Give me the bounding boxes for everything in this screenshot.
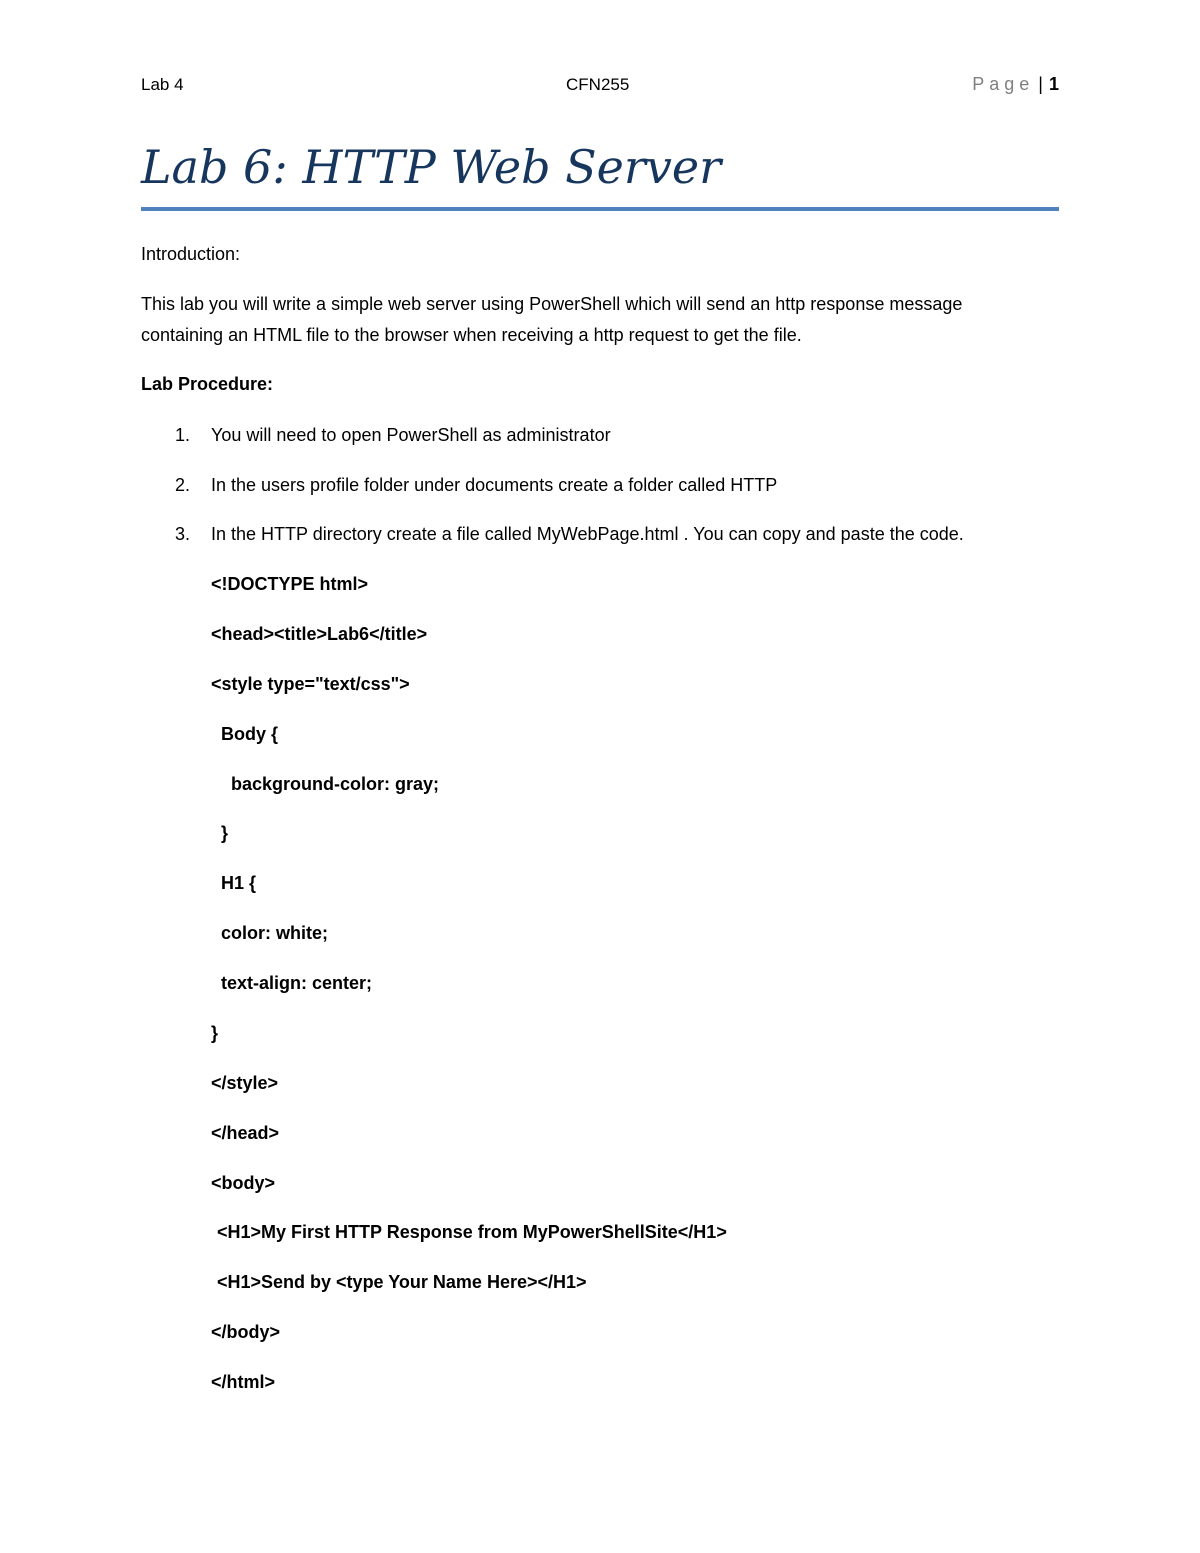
code-line: </head> [211, 1123, 280, 1143]
intro-paragraph-line-2: containing an HTML file to the browser when receiving a http request to get the file. [141, 325, 802, 345]
header-separator: | [1038, 74, 1043, 94]
code-line: <H1>Send by <type Your Name Here></H1> [212, 1272, 587, 1292]
header-page-word: Page [972, 74, 1035, 94]
procedure-step-1 [175, 425, 611, 446]
page-title: Lab 6: HTTP Web Server [141, 140, 722, 194]
procedure-step-3 [175, 524, 964, 545]
header-page-num: 1 [1048, 74, 1059, 94]
code-line: color: white; [216, 923, 328, 943]
code-line: </body> [211, 1322, 281, 1342]
code-line: } [216, 823, 229, 843]
step-number: 3. [175, 524, 191, 544]
procedure-heading: Lab Procedure: [141, 374, 274, 394]
code-line: </html> [211, 1372, 276, 1392]
code-line: text-align: center; [216, 973, 373, 993]
header-page-number [972, 74, 1059, 95]
step-text: You will need to open PowerShell as administrator [211, 425, 611, 445]
intro-paragraph-line-1: This lab you will write a simple web server using PowerShell which will send an http response message [141, 294, 963, 314]
code-line: <body> [211, 1173, 276, 1193]
code-line: <style type="text/css"> [211, 674, 410, 694]
code-line: <head><title>Lab6</title> [211, 624, 428, 644]
code-line: background-color: gray; [221, 774, 440, 794]
code-line: </style> [211, 1073, 279, 1093]
step-number: 2. [175, 475, 191, 495]
step-number: 1. [175, 425, 191, 445]
header-course-code: CFN255 [566, 75, 630, 94]
step-text: In the HTTP directory create a file called MyWebPage.html . You can copy and paste the code. [211, 524, 964, 544]
code-line: H1 { [216, 873, 257, 893]
code-line: <H1>My First HTTP Response from MyPowerShellSite</H1> [212, 1222, 727, 1242]
code-line: Body { [216, 724, 279, 744]
procedure-step-2 [175, 475, 777, 496]
step-text: In the users profile folder under documents create a folder called HTTP [211, 475, 778, 495]
intro-heading: Introduction: [141, 244, 241, 264]
code-line: <!DOCTYPE html> [211, 574, 369, 594]
header-lab-label: Lab 4 [141, 75, 184, 94]
code-line: } [211, 1023, 219, 1043]
title-underline [141, 207, 1059, 211]
